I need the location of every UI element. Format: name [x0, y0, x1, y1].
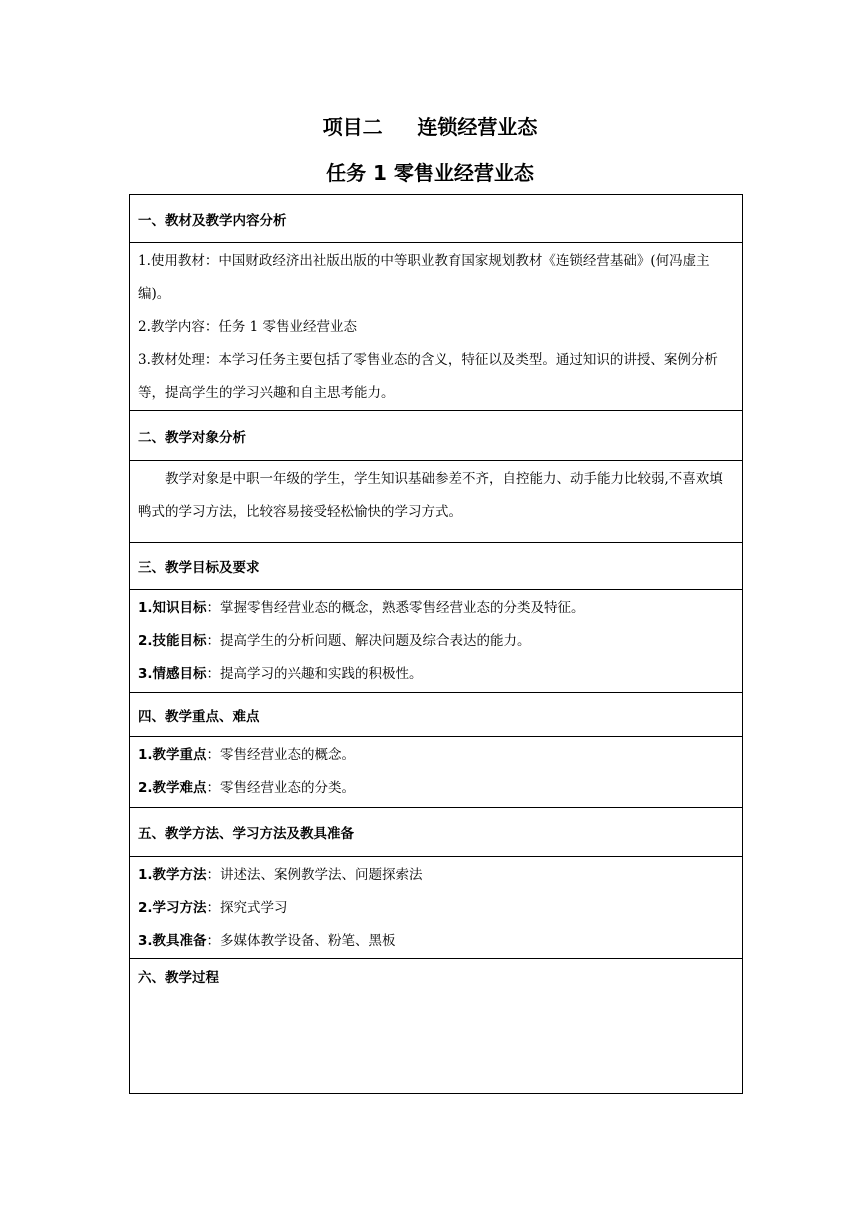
materials-content: 2.教学内容：任务 1 零售业经营业态 — [138, 319, 358, 335]
teaching-aids — [138, 925, 734, 958]
section-body-students — [129, 461, 743, 543]
section-header-methods: 五、教学方法、学习方法及教具准备 — [129, 808, 743, 857]
objective-skill — [138, 625, 734, 658]
objective-knowledge-label: 1.知识目标 — [138, 600, 207, 616]
section-header-students: 二、教学对象分析 — [129, 411, 743, 461]
key-point-label: 1.教学重点 — [138, 747, 207, 763]
teaching-method — [138, 859, 734, 892]
materials-textbook: 1.使用教材：中国财政经济出社版出版的中等职业教育国家规划教材《连锁经营基础》(何冯虚主编)。 — [138, 253, 710, 302]
objective-skill-text: ：提高学生的分析问题、解决问题及综合表达的能力。 — [206, 633, 531, 649]
objective-emotion-label: 3.情感目标 — [138, 666, 207, 682]
task-title: 任务 1 零售业经营业态 — [326, 161, 534, 185]
section-body-key-points — [129, 737, 743, 808]
section-body-objectives — [129, 590, 743, 693]
learning-method — [138, 892, 734, 925]
teaching-aids-label: 3.教具准备 — [138, 933, 207, 949]
objective-emotion-text: ：提高学习的兴趣和实践的积极性。 — [206, 666, 423, 682]
objective-knowledge — [138, 592, 734, 625]
lesson-plan-table — [129, 194, 743, 1094]
project-title: 项目二 连锁经营业态 — [322, 115, 538, 139]
difficult-point — [138, 772, 734, 805]
learning-method-label: 2.学习方法 — [138, 900, 207, 916]
key-point-text: ：零售经营业态的概念。 — [206, 747, 356, 763]
key-point — [138, 739, 734, 772]
objective-emotion — [138, 658, 734, 691]
students-analysis-text: 教学对象是中职一年级的学生，学生知识基础参差不齐，自控能力、动手能力比较弱,不喜欢填鸭式的学习方法，比较容易接受轻松愉快的学习方式。 — [138, 471, 723, 520]
section-header-process: 六、教学过程 — [129, 959, 743, 1094]
objective-skill-label: 2.技能目标 — [138, 633, 207, 649]
teaching-aids-text: ：多媒体教学设备、粉笔、黑板 — [206, 933, 396, 949]
objective-knowledge-text: ：掌握零售经营业态的概念，熟悉零售经营业态的分类及特征。 — [206, 600, 585, 616]
teaching-method-label: 1.教学方法 — [138, 867, 207, 883]
difficult-point-text: ：零售经营业态的分类。 — [206, 780, 356, 796]
materials-handling: 3.教材处理：本学习任务主要包括了零售业态的含义，特征以及类型。通过知识的讲授、案例分析等，提高学生的学习兴趣和自主思考能力。 — [138, 352, 718, 401]
section-header-key-points: 四、教学重点、难点 — [129, 693, 743, 737]
section-header-materials: 一、教材及教学内容分析 — [129, 195, 743, 243]
section-body-methods — [129, 857, 743, 959]
learning-method-text: ：探究式学习 — [206, 900, 288, 916]
difficult-point-label: 2.教学难点 — [138, 780, 207, 796]
teaching-method-text: ：讲述法、案例教学法、问题探索法 — [206, 867, 423, 883]
section-header-objectives: 三、教学目标及要求 — [129, 543, 743, 590]
section-body-materials — [129, 243, 743, 411]
